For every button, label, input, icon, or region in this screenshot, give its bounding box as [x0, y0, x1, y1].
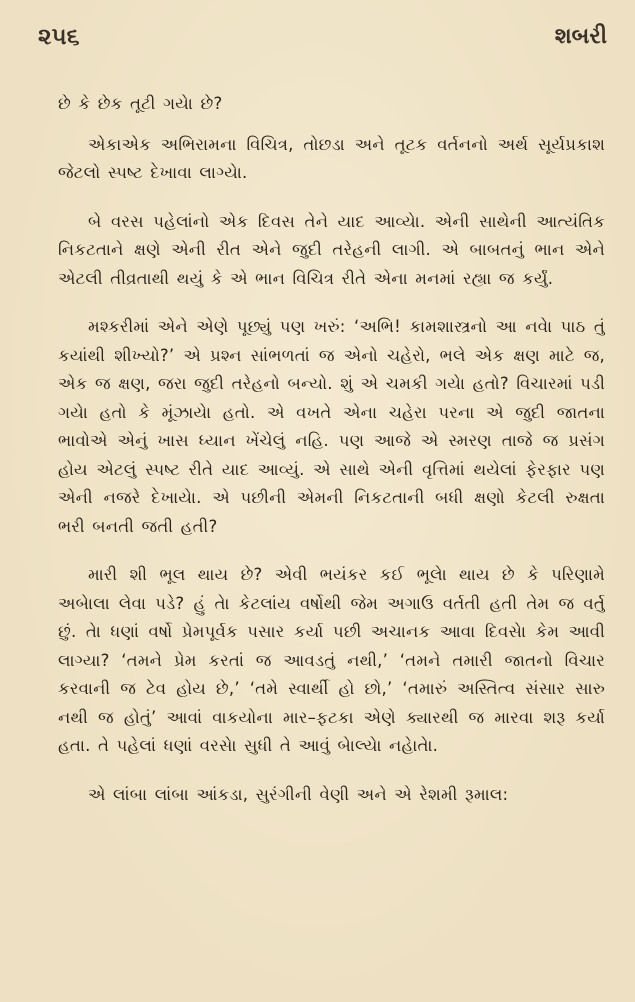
- body-text: [58, 90, 605, 817]
- page-header: [38, 24, 607, 64]
- paragraph-6: એ લાંબા લાંબા આંકડા, સુરંગીની વેણી અને એ રેશમી રૂમાલ:: [88, 784, 509, 804]
- paragraph-3: બે વરસ પહેલાંનો એક દિવસ તેને યાદ આવ્યેા. એની સાથેની આત્યંતિક નિકટતાને ક્ષણે એની રીત એને જુદી તરેહની લાગી. એ બાબતનું ભાન એને એટલી તીવ્રતાથી થયું કે એ ભાન વિચિત્ર રીતે એના મનમાં રહ્યા જ કર્યું.: [58, 211, 605, 288]
- page-number: ૨૫૬: [38, 24, 80, 50]
- paragraph-4: મશ્કરીમાં એને એણે પૂછ્યું પણ ખરું: ‘અભિ! કામશાસ્ત્રનો આ નવેા પાઠ તું કયાંથી શીખ્યો?’ એ પ્રશ્ન સાંભળતાં જ એનો ચહેરો, ભલે એક ક્ષણ માટે જ, એક જ ક્ષણ, જરા જુદી તરેહનો બન્યો. શું એ ચમકી ગયેા હતો? વિચારમાં પડી ગયેા હતો કે મૂંઝાયેા હતો. એ વખતે એના ચહેરા પરના એ જુદી જાતના ભાવોએ એનું ખાસ ધ્યાન ખેંચેલું નહિ. પણ આજે એ સ્મરણ તાજે જ પ્રસંગ હોય એટલું સ્પષ્ટ રીતે યાદ આવ્યું. એ સાથે એની વૃત્તિમાં થયેલાં ફેરફાર પણ એની નજરે દેખાયેા. એ પછીની એમની નિકટતાની બધી ક્ષણો કેટલી રુક્ષતા ભરી બનતી જતી હતી?: [58, 317, 605, 536]
- paragraph-5: મારી શી ભૂલ થાય છે? એવી ભયંકર કઈ ભૂલેા થાય છે કે પરિણામે અબેાલા લેવા પડે? હું તેા કેટલાંય વર્ષોથી જેમ અગાઉ વર્તતી હતી તેમ જ વર્તુ છું. તેા ધણાં વર્ષો પ્રેમપૂર્વક પસાર કર્યા પછી અચાનક આવા દિવસેા કેમ આવી લાગ્યા? ‘તમને પ્રેમ કરતાં જ આવડતું નથી,’ ‘તમને તમારી જાતનો વિચાર કરવાની જ ટેવ હોય છે,’ ‘તમે સ્વાર્થી હો છો,’ ‘તમારું અસ્તિત્વ સંસાર સારુ નથી જ હોતું’ આવાં વાકયોના માર–ફટકા એણે ક્યારથી જ મારવા શરૂ કર્યા હતા. તે પહેલાં ધણાં વરસેા સુધી તે આવું બેાલ્યેા નહેાતેા.: [58, 565, 605, 755]
- paragraph-1: છે કે છેક તૂટી ગયેા છે?: [58, 94, 223, 113]
- running-head-title: શબરી: [554, 24, 607, 49]
- paragraph-2: એકાએક અભિરામના વિચિત્ર, તોછડા અને તૂટક વર્તનનો અર્થ સૂર્યપ્રકાશ જેટલો સ્પષ્ટ દેખાવા લાગ્યેા.: [58, 134, 605, 182]
